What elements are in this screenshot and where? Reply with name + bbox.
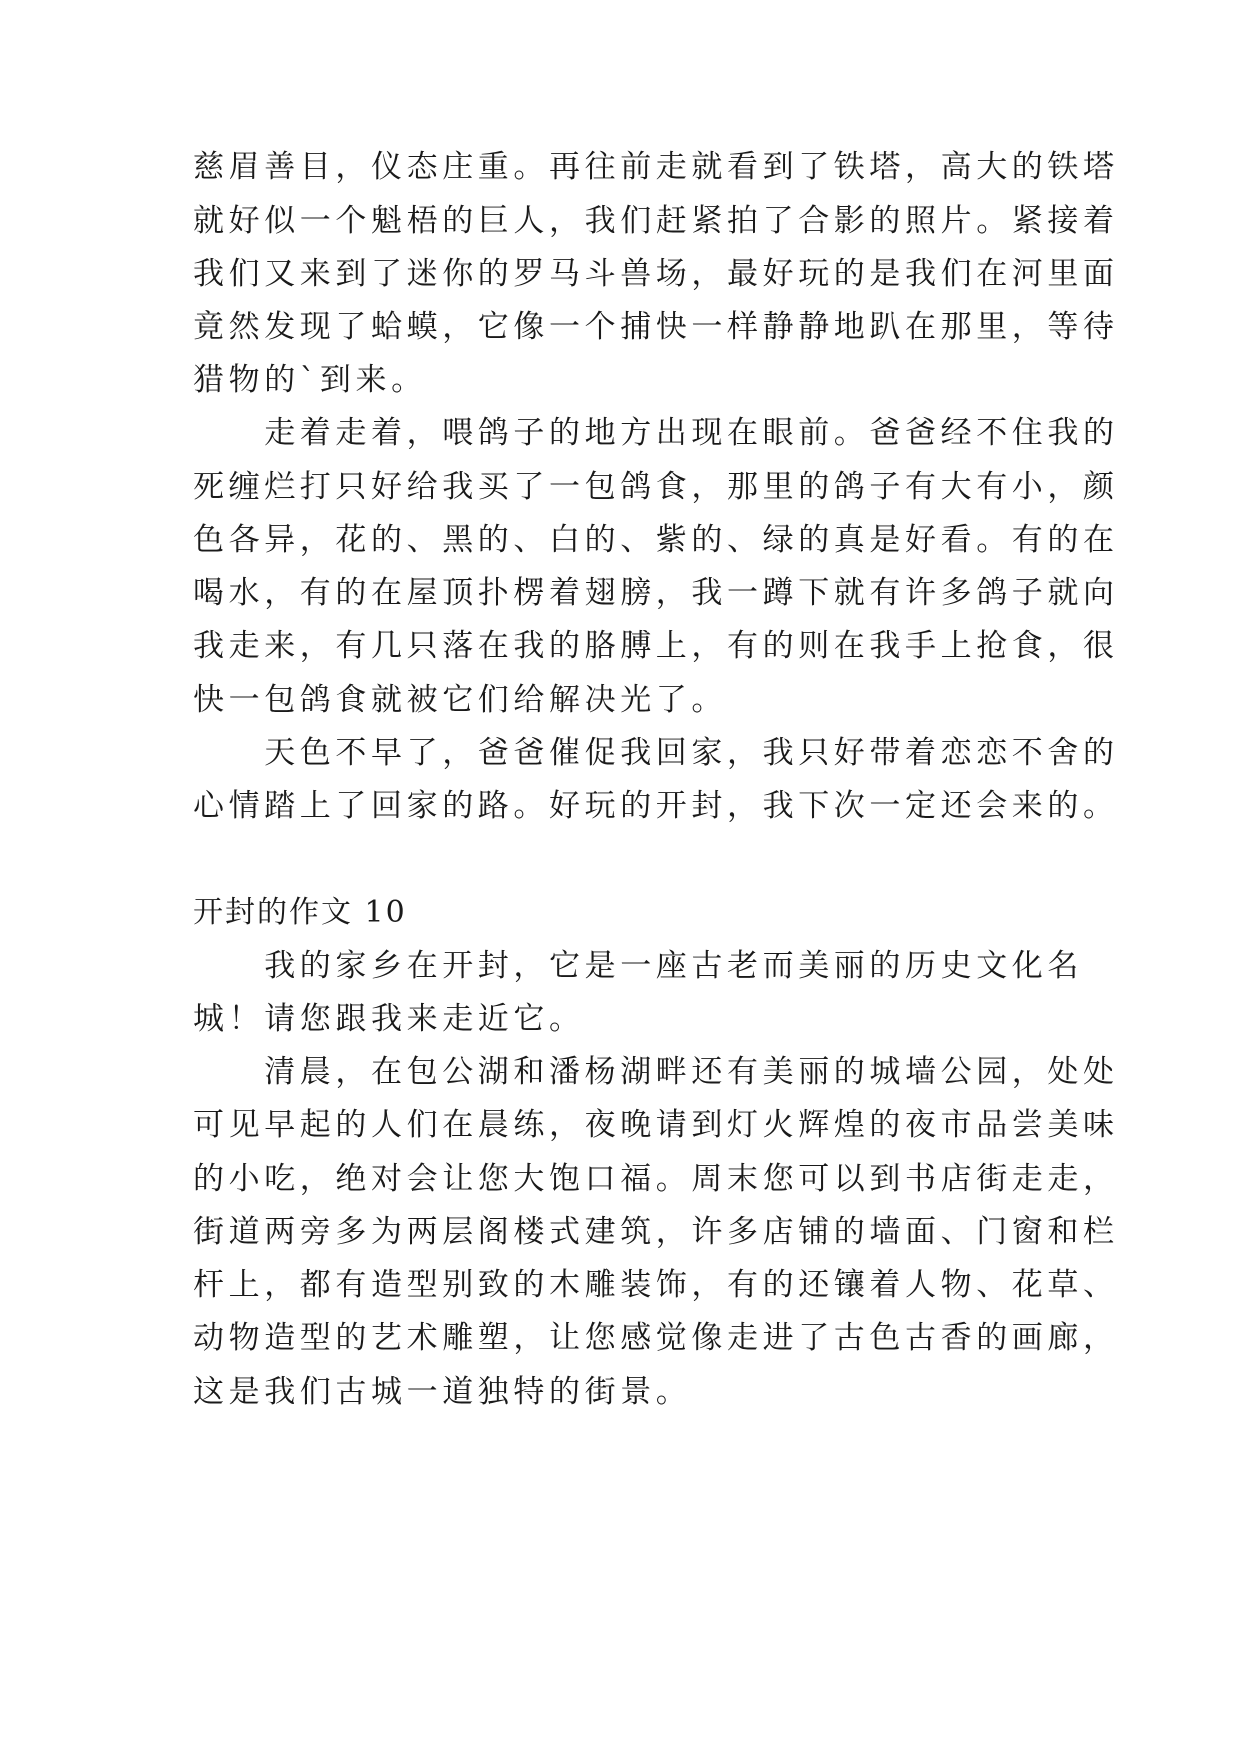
- text-line: 竟然发现了蛤蟆，它像一个捕快一样静静地趴在那里，等待: [193, 309, 1119, 345]
- text-line: 死缠烂打只好给我买了一包鸽食，那里的鸽子有大有小，颜: [193, 469, 1119, 505]
- text-line: 城！请您跟我来走近它。: [193, 1001, 585, 1037]
- text-line: 慈眉善目，仪态庄重。再往前走就看到了铁塔，高大的铁塔: [193, 149, 1119, 185]
- text-line: 天色不早了，爸爸催促我回家，我只好带着恋恋不舍的: [193, 735, 1119, 771]
- text-line: 我的家乡在开封，它是一座古老而美丽的历史文化名: [193, 948, 1083, 984]
- text-line: 喝水，有的在屋顶扑楞着翅膀，我一蹲下就有许多鸽子就向: [193, 575, 1119, 611]
- text-line: 我走来，有几只落在我的胳膊上，有的则在我手上抢食，很: [193, 628, 1119, 664]
- text-line: 就好似一个魁梧的巨人，我们赶紧拍了合影的照片。紧接着: [193, 203, 1119, 239]
- text-line: 的小吃，绝对会让您大饱口福。周末您可以到书店街走走，: [193, 1161, 1119, 1197]
- text-line: 快一包鸽食就被它们给解决光了。: [193, 682, 727, 718]
- text-line: 猎物的`到来。: [193, 362, 427, 398]
- text-line: 动物造型的艺术雕塑，让您感觉像走进了古色古香的画廊，: [193, 1320, 1119, 1356]
- text-line: 走着走着，喂鸽子的地方出现在眼前。爸爸经不住我的: [193, 415, 1119, 451]
- text-line: 我们又来到了迷你的罗马斗兽场，最好玩的是我们在河里面: [193, 256, 1119, 292]
- text-line: 街道两旁多为两层阁楼式建筑，许多店铺的墙面、门窗和栏: [193, 1214, 1119, 1250]
- text-line: 色各异，花的、黑的、白的、紫的、绿的真是好看。有的在: [193, 522, 1119, 558]
- text-line: 杆上，都有造型别致的木雕装饰，有的还镶着人物、花草、: [193, 1267, 1119, 1303]
- text-line: 可见早起的人们在晨练，夜晚请到灯火辉煌的夜市品尝美味: [193, 1107, 1119, 1143]
- text-line: 心情踏上了回家的路。好玩的开封，我下次一定还会来的。: [193, 788, 1119, 824]
- text-line: 这是我们古城一道独特的街景。: [193, 1374, 692, 1410]
- text-line: 清晨，在包公湖和潘杨湖畔还有美丽的城墙公园，处处: [193, 1054, 1119, 1090]
- section-title: 开封的作文 10: [193, 895, 407, 930]
